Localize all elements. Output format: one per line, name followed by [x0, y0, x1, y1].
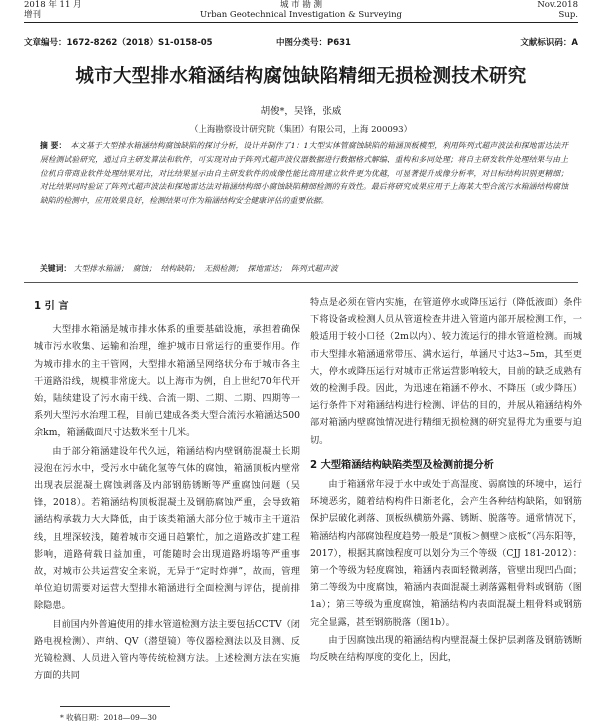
keyword: 探地雷达； — [247, 264, 287, 273]
keyword: 结构缺陷； — [160, 264, 200, 273]
header-rule — [24, 22, 578, 23]
keyword: 无损检测； — [204, 264, 244, 273]
article-metadata — [24, 36, 578, 48]
left-column — [34, 296, 300, 685]
section-heading-introduction: 1 引 言 — [34, 301, 69, 312]
journal-name: 城 市 勘 测 Urban Geotechnical Investigation & Surveying — [200, 0, 402, 20]
section-heading-defect-types: 2 大型箱涵结构缺陷类型及检测前提分析 — [310, 459, 494, 471]
received-date-footnote: * 收稿日期：2018—09—30 — [60, 713, 157, 722]
keyword: 大型排水箱涵； — [73, 264, 129, 273]
keywords — [40, 263, 568, 275]
running-head-issue: Nov.2018 Sup. — [537, 0, 578, 20]
abstract-label: 摘 要： — [40, 141, 67, 150]
authors: 胡俊*，吴锋，张威 — [260, 106, 342, 117]
abstract-text: 本文基于大型排水箱涵结构腐蚀缺陷的探讨分析，设计并制作了1：1大型实体管腐蚀缺陷的箱涵顶板模型，利用阵列式超声波法和探地雷达法开展检测试验研究，通过自主研发算法和软件，可实现对由于阵列式超声波仪器数据进行数据格式解编、重构和多同处理；将自主研发软件处理结果与由上位机自带商业软件处理结果对比，对比结果显示由自主研发软件的成像性能比商用建立软件更为优越，可显著提升成像分析率，对目标结构识别更精细；对比结果同时验证了阵列式超声波法和探地雷达法对箱涵结构细小腐蚀缺陷精细检测的有效性。最后将研究成果应用于上海某大型合流污水箱涵结构腐蚀缺陷的检测中，应用效果良好，检测结果可作为箱涵结构安全健康评估的重要依据。 — [40, 141, 569, 206]
running-head — [24, 0, 578, 22]
document-code: 文献标识码：A — [520, 38, 578, 48]
body-paragraph: 大型排水箱涵是城市排水体系的重要基础设施，承担着确保城市污水收集、运输和治理，维护城市日常运行的重要作用。作为城市排水的主干管网，大型排水箱涵呈网络状分布于城市各主干道路沿线，规模非常庞大。以上海市为例，自上世纪70年代开始，陆续建设了污水南干线、合流一期、二期、二期、四期等一系列大型污水治理工程，目前已建成各类大型合流污水箱涵达500余km，箱涵截面尺寸达数米至十几米。 — [34, 324, 300, 439]
body-paragraph: 由于箱涵常年浸于水中或处于高湿度、弱腐蚀的环境中，运行环境恶劣，随着结构构件日渐老化，会产生各种结构缺陷，如钢筋保护层破化剥落、顶板纵横筋外露、锈断、脱落等。通常情况下，箱涵结构内部腐蚀程度趋势一般是“顶板＞侧壁＞底板”（冯东阳等，2017），根据其腐蚀程度可以划分为三个等级（CJJ 181-2012）：第一个等级为轻度腐蚀，箱涵内表面轻微剥落，管壁出现凹凸面；第二等级为中度腐蚀，箱涵内表面混凝土剥落露粗骨料或钢筋（图1a）；第三等级为重度腐蚀，箱涵结构内表面混凝土粗骨料或钢筋完全显露，甚至钢筋脱落（图1b）。 — [310, 479, 582, 628]
body-paragraph: 由于因腐蚀出现的箱涵结构内壁混凝土保护层剥落及钢筋锈断均反映在结构厚度的变化上，因此， — [310, 634, 582, 664]
abstract-divider — [24, 282, 578, 283]
body-paragraph: 特点是必须在管内实施，在管道停水或降压运行（降低液面）条件下将设备或检测人员从管道检查井进入管道内部开展检测工作，一般适用于较小口径（2m以内）、较力流运行的排水管道检测。而城市大型排水箱涵通常带压、满水运行，单涵尺寸达3~5m，其至更大，停水或降压运行对城市正常运营影响较大，目前的缺乏成熟有效的检测手段。因此，为迅速在箱涵不停水、不降压（或少降压）运行条件下对箱涵结构进行检测、评估的目的，并展从箱涵结构外部对箱涵内壁腐蚀情况进行精细无损检测的研究显得尤为重要与迫切。 — [310, 297, 582, 446]
footnote-rule — [60, 706, 170, 707]
clc-number: 中图分类号：P631 — [276, 38, 351, 48]
keyword: 阵列式超声波 — [291, 264, 338, 273]
body-paragraph: 目前国内外普遍使用的排水管道检测方法主要包括CCTV（闭路电视检测）、声纳、QV（潜望镜）等仪器检测法以及目测、反光镜检测、人员进入管内等传统检测方法。上述检测方法在实施方面的共同 — [34, 618, 300, 682]
article-number: 文章编号：1672-8262（2018）S1-0158-05 — [24, 38, 213, 48]
running-head-date: 2018 年 11 月 增刊 — [24, 0, 82, 20]
paper-title: 城市大型排水箱涵结构腐蚀缺陷精细无损检测技术研究 — [75, 66, 527, 87]
keywords-label: 关键词： — [40, 264, 72, 273]
right-column — [310, 294, 582, 667]
body-paragraph: 由于部分箱涵建设年代久远，箱涵结构内壁钢筋混凝土长期浸泡在污水中，受污水中硫化氢等气体的腐蚀，箱涵顶板内壁常出现表层混凝土腐蚀剥落及内部钢筋锈断等严重腐蚀问题（吴锋，2018）。若箱涵结构顶板混凝土及钢筋腐蚀严重，会导致箱涵结构承载力大大降低，由于该类箱涵大部分位于城市主干道沿线，且埋深较浅，随着城市交通日趋繁忙，加之道路改扩建工程影响，道路荷载日益加重，可能随时会出现道路坍塌等严重事故，对城市公共运营安全来说，无异于“定时炸弹”，故而，管理单位迫切需要对运营大型排水箱涵进行全面检测与评估，提前排除隐患。 — [34, 445, 300, 612]
abstract — [40, 139, 568, 208]
affiliation: （上海勘察设计研究院（集团）有限公司，上海 200093） — [189, 125, 413, 135]
keyword: 腐蚀； — [132, 264, 157, 273]
